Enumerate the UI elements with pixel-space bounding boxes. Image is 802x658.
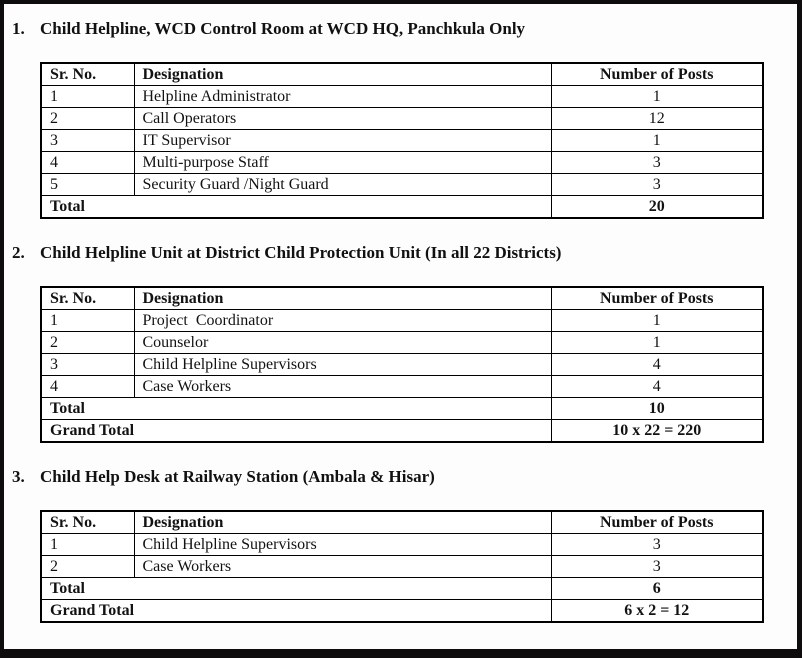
section-title: Child Helpline, WCD Control Room at WCD HQ, Panchkula Only	[40, 19, 526, 38]
table-row	[41, 332, 763, 354]
grand-total-row	[41, 420, 763, 443]
header-number-of-posts: Number of Posts	[551, 511, 763, 534]
table-header-row	[41, 287, 763, 310]
total-row	[41, 196, 763, 219]
cell-sr-no: 4	[41, 376, 134, 398]
section-helpline-hq	[12, 19, 797, 219]
total-row	[41, 578, 763, 600]
cell-designation: Call Operators	[134, 108, 551, 130]
cell-designation: Case Workers	[134, 556, 551, 578]
cell-posts: 1	[551, 130, 763, 152]
grand-total-row	[41, 600, 763, 623]
cell-designation: Child Helpline Supervisors	[134, 534, 551, 556]
table-header-row	[41, 511, 763, 534]
grand-total-label: Grand Total	[41, 600, 551, 623]
cell-posts: 1	[551, 332, 763, 354]
cell-posts: 3	[551, 534, 763, 556]
header-sr-no: Sr. No.	[41, 511, 134, 534]
total-label: Total	[41, 398, 551, 420]
total-value: 6	[551, 578, 763, 600]
total-row	[41, 398, 763, 420]
table-row	[41, 310, 763, 332]
table-row	[41, 86, 763, 108]
cell-sr-no: 5	[41, 174, 134, 196]
section-title: Child Help Desk at Railway Station (Ambala & Hisar)	[40, 467, 435, 486]
cell-sr-no: 3	[41, 354, 134, 376]
section-heading	[12, 243, 797, 263]
cell-posts: 4	[551, 376, 763, 398]
cell-posts: 3	[551, 556, 763, 578]
grand-total-value: 10 x 22 = 220	[551, 420, 763, 443]
grand-total-label: Grand Total	[41, 420, 551, 443]
cell-posts: 1	[551, 310, 763, 332]
cell-posts: 4	[551, 354, 763, 376]
cell-sr-no: 1	[41, 534, 134, 556]
cell-sr-no: 1	[41, 86, 134, 108]
cell-designation: Security Guard /Night Guard	[134, 174, 551, 196]
table-row	[41, 108, 763, 130]
header-number-of-posts: Number of Posts	[551, 287, 763, 310]
section-number: 1.	[12, 19, 25, 38]
cell-posts: 1	[551, 86, 763, 108]
cell-designation: Case Workers	[134, 376, 551, 398]
header-designation: Designation	[134, 287, 551, 310]
header-designation: Designation	[134, 511, 551, 534]
total-value: 20	[551, 196, 763, 219]
header-designation: Designation	[134, 63, 551, 86]
section-number: 2.	[12, 243, 25, 262]
cell-posts: 12	[551, 108, 763, 130]
table-row	[41, 174, 763, 196]
cell-designation: Project Coordinator	[134, 310, 551, 332]
section-district-units	[12, 243, 797, 443]
cell-sr-no: 2	[41, 108, 134, 130]
section-heading	[12, 467, 797, 487]
grand-total-value: 6 x 2 = 12	[551, 600, 763, 623]
table-row	[41, 556, 763, 578]
section-railway-help-desk	[12, 467, 797, 623]
table-row	[41, 534, 763, 556]
cell-sr-no: 2	[41, 556, 134, 578]
cell-sr-no: 3	[41, 130, 134, 152]
table-header-row	[41, 63, 763, 86]
cell-designation: Child Helpline Supervisors	[134, 354, 551, 376]
section-heading	[12, 19, 797, 39]
posts-table-district	[40, 286, 764, 443]
cell-designation: IT Supervisor	[134, 130, 551, 152]
table-row	[41, 354, 763, 376]
cell-sr-no: 2	[41, 332, 134, 354]
header-sr-no: Sr. No.	[41, 287, 134, 310]
table-row	[41, 376, 763, 398]
posts-table-railway	[40, 510, 764, 623]
cell-designation: Multi-purpose Staff	[134, 152, 551, 174]
cell-posts: 3	[551, 174, 763, 196]
posts-table-hq	[40, 62, 764, 219]
total-label: Total	[41, 196, 551, 219]
header-sr-no: Sr. No.	[41, 63, 134, 86]
section-title: Child Helpline Unit at District Child Protection Unit (In all 22 Districts)	[40, 243, 562, 262]
cell-sr-no: 1	[41, 310, 134, 332]
cell-posts: 3	[551, 152, 763, 174]
cell-designation: Helpline Administrator	[134, 86, 551, 108]
header-number-of-posts: Number of Posts	[551, 63, 763, 86]
cell-sr-no: 4	[41, 152, 134, 174]
total-value: 10	[551, 398, 763, 420]
table-row	[41, 152, 763, 174]
section-number: 3.	[12, 467, 25, 486]
cell-designation: Counselor	[134, 332, 551, 354]
table-row	[41, 130, 763, 152]
total-label: Total	[41, 578, 551, 600]
